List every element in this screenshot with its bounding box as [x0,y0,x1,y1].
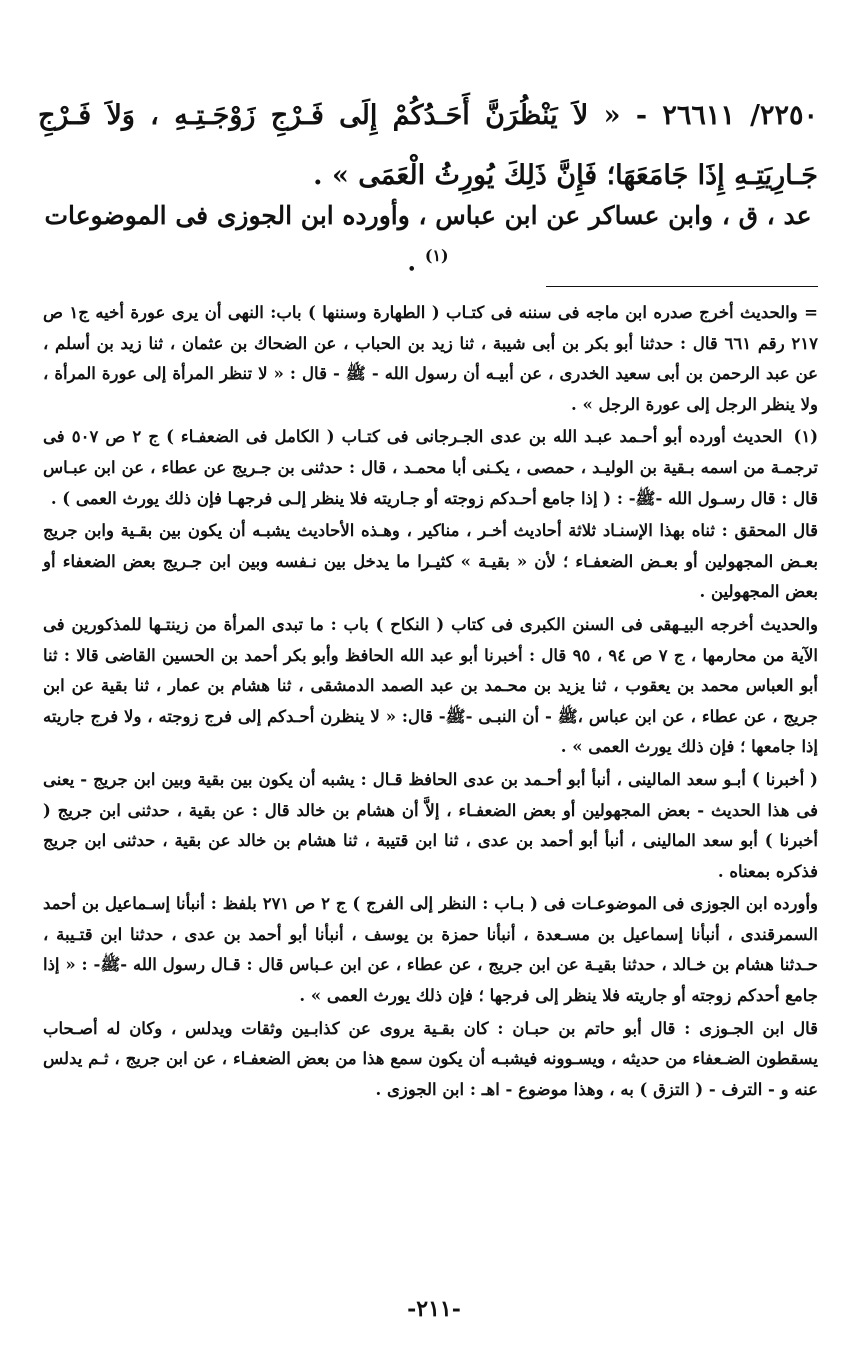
hadith-number: ٢٢٥٠/ ٢٦٦١١ - [635,100,819,131]
footnote-paragraph [43,1014,818,1106]
footnote-paragraph [43,889,818,1011]
footnote-paragraph [43,765,818,887]
footnote-text: قال المحقق : ثناه بهذا الإسنـاد ثلاثة أحاديث أخـر ، مناكير ، وهـذه الأحاديث يشبـه أن يكون بين بقـية وابن جريج بعـض المجهولين أو بعـض الضعفـاء ؛ لأن « بقيـة » كثيـرا ما يدخل بين نـفسه وبين ابن جـريج بعض الضعفاء أو بعض المجهولين . [43,521,818,602]
footnote-text: = والحديث أخرج صدره ابن ماجه فى سننه فى كتـاب ( الطهارة وسننها ) باب: النهى أن يرى عورة أخيه ج١ ص ٢١٧ رقم ٦٦١ قال : حدثنا أبو بكر بن أبى شيبة ، ثنا زيد بن الحباب ، عن الضحاك بن عثمان ، ثنا زيد بن أسلم ، عن عبد الرحمن بن أبى سعيد الخدرى ، عن أبيـه أن رسول الله - ﷺ - قال : « لا تنظر المرأة إلى عورة المرأة ، ولا ينظر الرجل إلى عورة الرجل » . [43,303,818,414]
page-number: -٢١١- [407,1296,461,1322]
footnote-paragraph [43,298,818,420]
footnote-paragraph [43,610,818,763]
footnote-marker: (١) [793,427,819,447]
footnote-text: الحديث أورده أبو أحـمد عبـد الله بن عدى الجـرجانى فى كتـاب ( الكامل فى الضعفـاء ) ج ٢ ص ٥٠٧ فى ترجمـة من اسمه بـقية بن الوليـد ، حمصى ، يكـنى أبا محمـد ، قال : حدثنى بن جـريج عن عطاء ، عن ابن عبـاس قال : قال رسـول الله -ﷺ- : ( إذا جامع أحـدكم زوجته أو جـاريته فلا ينظر إلـى فرجهـا فإن ذلك يورث العمى ) . [43,427,818,508]
footnote-ref: (١) [424,246,449,265]
footnote-paragraph [43,422,818,514]
source-end: . [407,247,425,277]
hadith-entry [38,86,818,206]
source-text: عد ، ق ، وابن عساكر عن ابن عباس ، وأورده ابن الجوزى فى الموضوعات [44,201,812,230]
footnote-text: قال ابن الجـوزى : قال أبو حاتم بن حبـان : كان بقـية يروى عن كذابـين وثقات ويدلس ، وكان له أصـحاب يسقطون الضـعفاء من حديثه ، ويسـوونه فيشبـه أن يكون سمع هذا من بعض الضعفـاء ، عن ابن جريج ، ثـم يدلس عنه و - الترف - ( التزق ) به ، وهذا موضوع - اهـ : ابن الجوزى . [43,1018,818,1099]
footnote-text: وأورده ابن الجوزى فى الموضوعـات فى ( بـاب : النظر إلى الفرج ) ج ٢ ص ٢٧١ بلفظ : أنبأنا إسـماعيل بن أحمد السمرقندى ، أنبأنا إسماعيل بن مسـعدة ، أنبأنا حمزة بن يوسف ، أنبأنا أبو أحمد بن عدى ، حدثنا ابن قتـيبة ، حـدثنا هشام بن خـالد ، حدثنا بقيـة عن ابن جريج ، عن عطاء ، عن ابن عـباس قال : قـال رسول الله -ﷺ- : « إذا جامع أحدكم زوجته أو جاريته فلا ينظر إلى فرجها ؛ فإن ذلك يورث العمى » . [43,894,818,1006]
footnote-paragraph [43,516,818,608]
hadith-source [38,196,818,282]
footnotes-section [43,298,818,1107]
footnote-text: ( أخبرنا ) أبـو سعد المالينى ، أنبأ أبو أحـمد بن عدى الحافظ قـال : يشبه أن يكون بين بقية وبين ابن جريج - يعنى فى هذا الحديث - بعض المجهولين أو بعض الضعفـاء ، إلاَّ أن هشام بن خالد قال : عن بقية ، حدثنى ابن جريج ( أخبرنا ) أبو سعد المالينى ، أنبأ أبو أحمد بن عدى ، ثنا ابن قتيبة ، ثنا هشام بن خالد عن بقية ، حدثنى ابن جريج فذكره بمعناه . [43,769,818,881]
footnote-divider [546,286,818,287]
hadith-text: « لاَ يَنْظُرَنَّ أَحَـدُكُمْ إِلَى فَـرْجِ زَوْجَـتِـهِ ، وَلاَ فَـرْجِ جَـارِيَتِـهِ إِذَا جَامَعَهَا؛ فَإِنَّ ذَلِكَ يُورِثُ الْعَمَى » . [38,100,818,191]
footnote-text: والحديث أخرجه البيـهقى فى السنن الكبرى فى كتاب ( النكاح ) باب : ما تبدى المرأة من زينتـها للمذكورين فى الآية من محارمها ، ج ٧ ص ٩٤ ، ٩٥ قال : أخبرنا أبو عبد الله الحافظ وأبو بكر أحمد بن الحسين القاضى قالا : ثنا أبو العباس محمد بن يعقوب ، ثنا يزيد بن محـمد بن عبد الصمد الدمشقى ، ثنا هشام بن عمار ، ثنا بقية عن ابن جريج ، عن عطاء ، عن ابن عباس ،ﷺ - أن النبـى -ﷺ- قال: « لا ينظرن أحـدكم إلى فرج زوجته ، ولا فرج جاريته إذا جامعها ؛ فإن ذلك يورث العمى » . [43,614,819,757]
